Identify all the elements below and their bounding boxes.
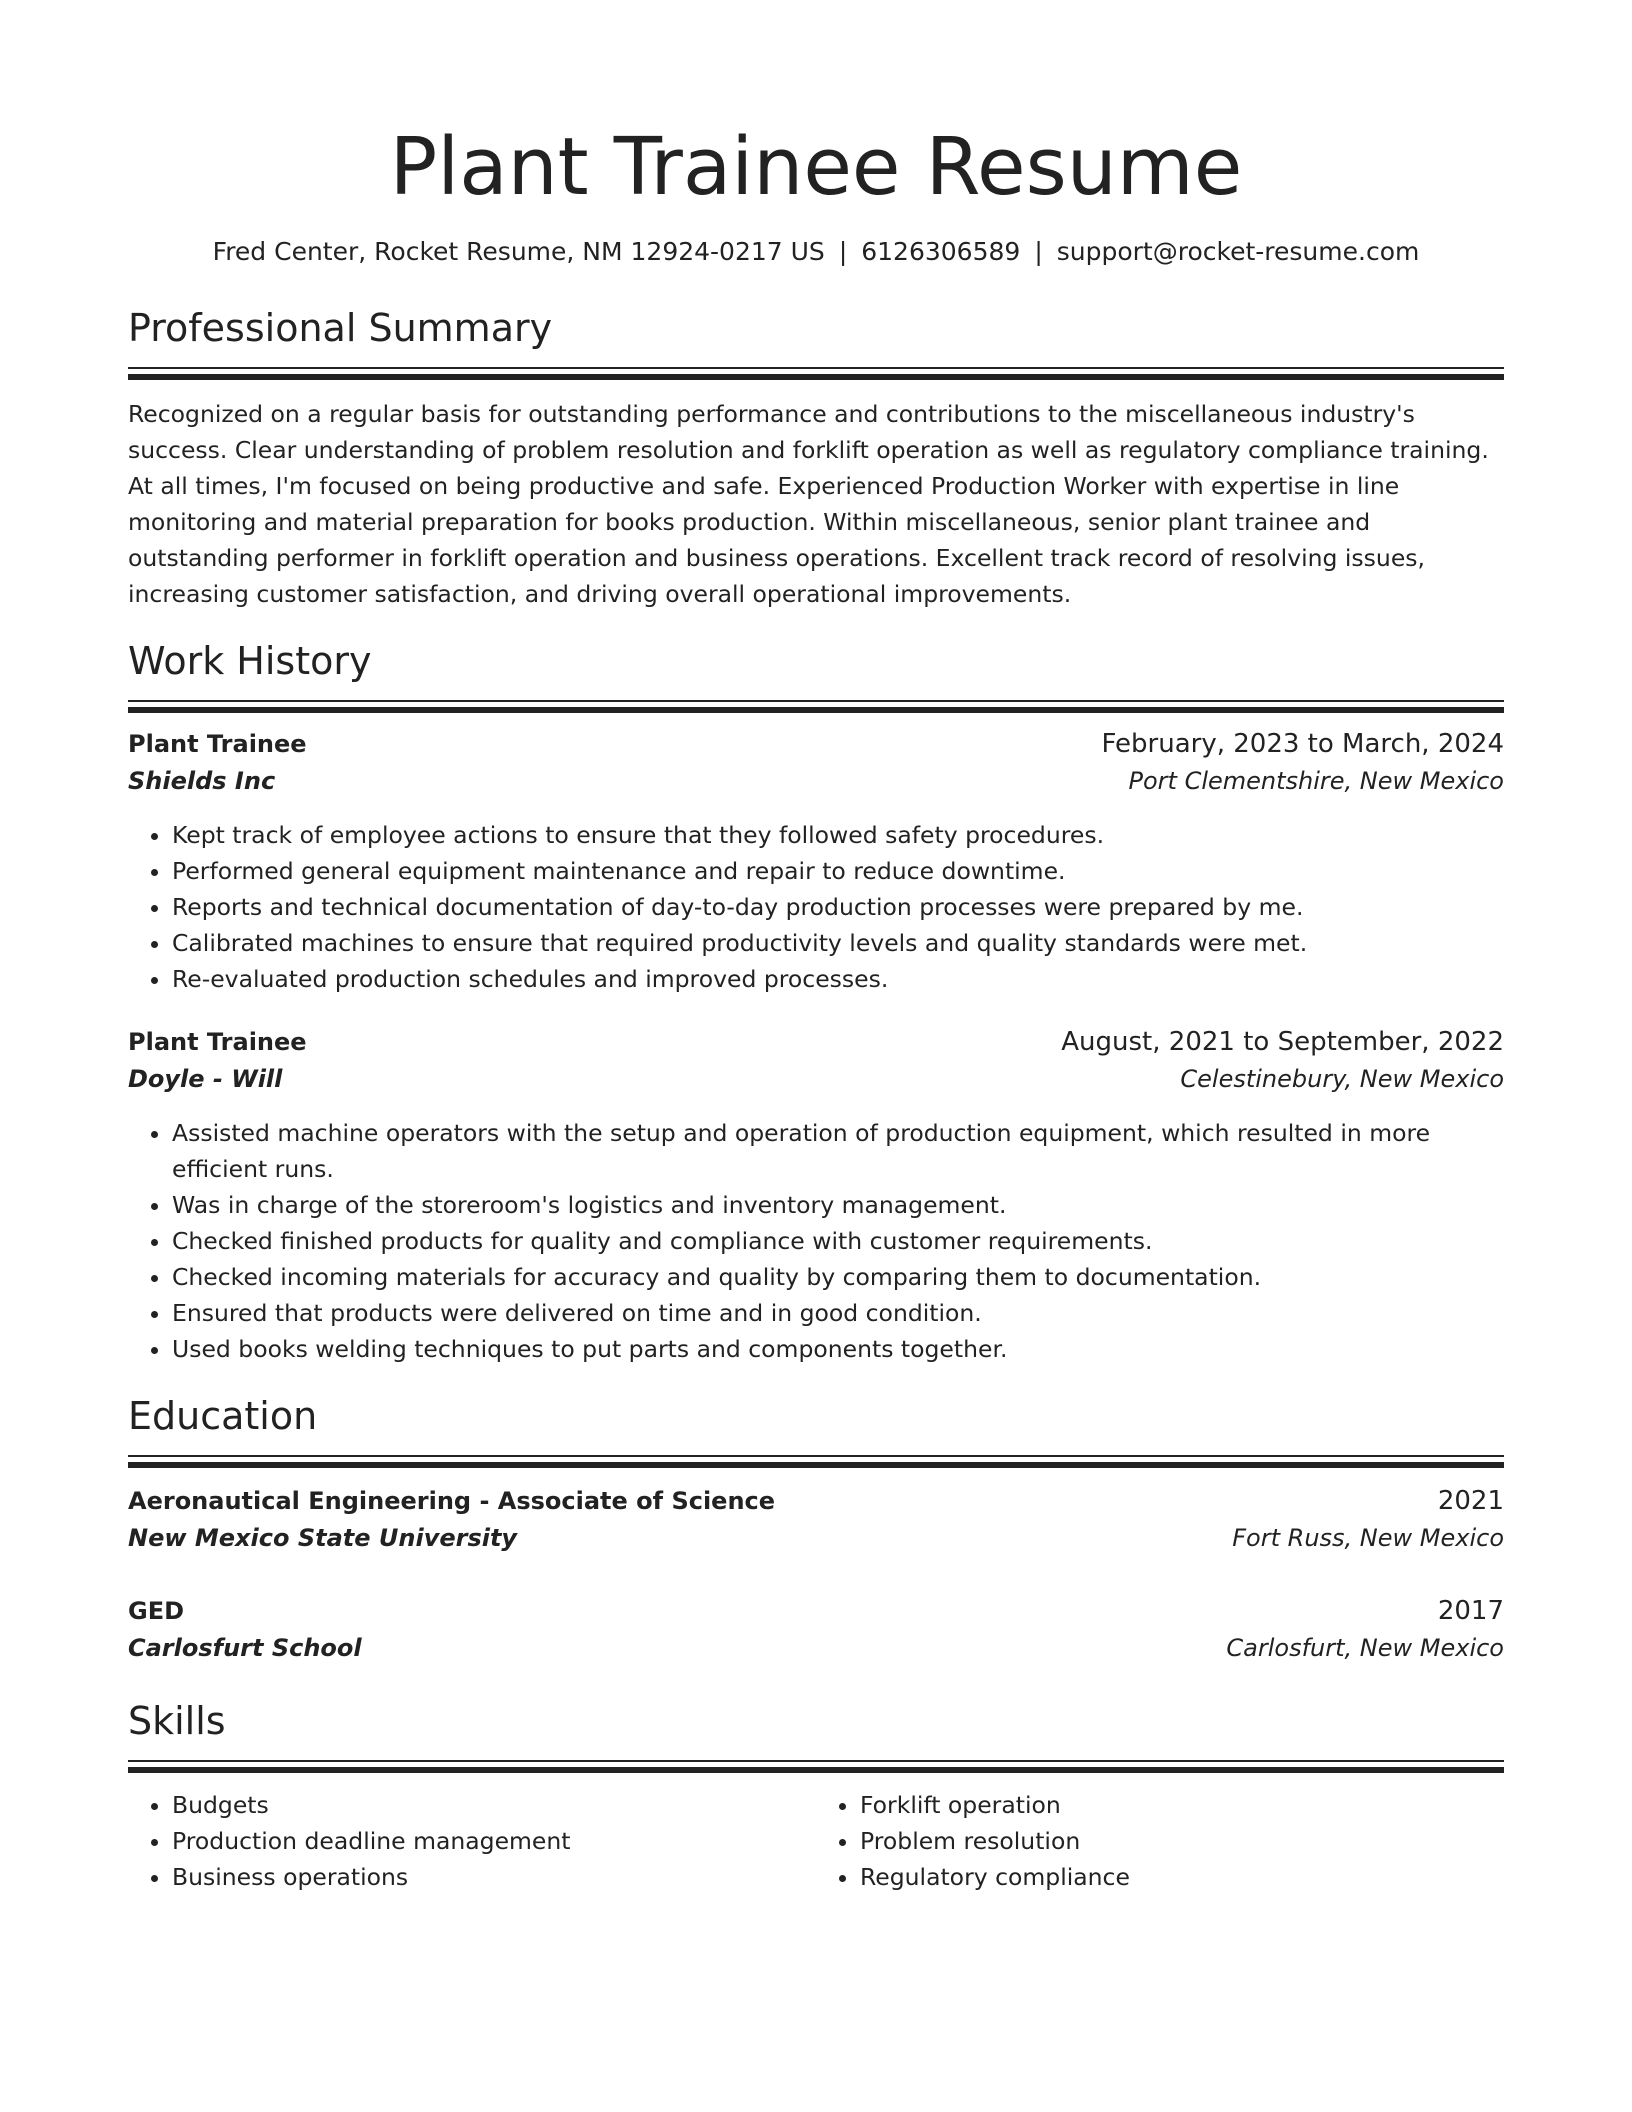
skill-item: • Problem resolution [860,1823,1504,1859]
job-location: Port Clementshire, New Mexico [1128,767,1504,795]
education-degree: GED [128,1597,185,1625]
job-employer: Doyle - Will [128,1065,283,1093]
job-employer-row [128,1065,1504,1103]
section-heading-summary: Professional Summary [128,306,553,350]
contact-email: support@rocket-resume.com [1056,237,1420,266]
education-school: Carlosfurt School [128,1634,362,1662]
education-degree: Aeronautical Engineering - Associate of Science [128,1487,776,1515]
section-rule [128,1760,1504,1762]
education-degree-row [128,1486,1504,1524]
education-school-row [128,1524,1504,1562]
work-history-section [128,639,1504,1367]
job-bullet: • Reports and technical documentation of day-to-day production processes were prepared by me. [172,889,1504,925]
job-bullet: • Calibrated machines to ensure that required productivity levels and quality standards were met. [172,925,1504,961]
contact-separator: | [838,237,848,266]
education-school-row [128,1634,1504,1672]
contact-address: Fred Center, Rocket Resume, NM 12924-0217 US [212,237,825,266]
skill-item: • Forklift operation [860,1787,1504,1823]
education-section [128,1394,1504,1672]
resume-title: Plant Trainee Resume [389,121,1243,213]
job-bullet: • Used books welding techniques to put parts and components together. [172,1331,1504,1367]
job-bullet: • Re-evaluated production schedules and improved processes. [172,961,1504,997]
resume-page [128,0,1504,1895]
section-heading-education: Education [128,1394,318,1438]
education-location: Fort Russ, New Mexico [1232,1524,1504,1552]
education-year: 2017 [1437,1596,1504,1626]
job-dates: August, 2021 to September, 2022 [1061,1027,1504,1057]
job-bullet: • Ensured that products were delivered on time and in good condition. [172,1295,1504,1331]
contact-line [128,237,1504,267]
skill-item: • Business operations [172,1859,816,1895]
job-title: Plant Trainee [128,730,307,758]
skills-section [128,1699,1504,1895]
skills-columns [128,1787,1504,1895]
skill-item: • Budgets [172,1787,816,1823]
section-heading-work-history: Work History [128,639,372,683]
job-bullet: • Kept track of employee actions to ensure that they followed safety procedures. [172,817,1504,853]
summary-section [128,306,1504,612]
education-entry [128,1596,1504,1672]
job-location: Celestinebury, New Mexico [1180,1065,1504,1093]
contact-phone: 6126306589 [861,237,1021,266]
section-rule [128,1455,1504,1457]
job-bullet: • Was in charge of the storeroom's logistics and inventory management. [172,1187,1504,1223]
job-bullet: • Checked finished products for quality and compliance with customer requirements. [172,1223,1504,1259]
skills-list-left [128,1787,816,1895]
skill-item: • Regulatory compliance [860,1859,1504,1895]
summary-text: Recognized on a regular basis for outstanding performance and contributions to the miscellaneous industry's success. Clear understanding of problem resolution and forklift operation as well as regulatory compliance training. At all times, I'm focused on being productive and safe. Experienced Production Worker with expertise in line monitoring and material preparation for books production. Within miscellaneous, senior plant trainee and outstanding performer in forklift operation and business operations. Excellent track record of resolving issues, increasing customer satisfaction, and driving overall operational improvements. [128,400,1489,608]
job-bullet: • Performed general equipment maintenance and repair to reduce downtime. [172,853,1504,889]
education-degree-row [128,1596,1504,1634]
section-rule [128,367,1504,369]
section-rule [128,1462,1504,1468]
section-rule [128,707,1504,713]
contact-separator: | [1034,237,1043,266]
job-title: Plant Trainee [128,1028,307,1056]
job-header-row [128,729,1504,767]
section-rule [128,700,1504,702]
job-header-row [128,1027,1504,1065]
job-bullets [128,1115,1504,1367]
skill-item: • Production deadline management [172,1823,816,1859]
job-bullet: • Assisted machine operators with the setup and operation of production equipment, which resulted in more efficient runs. [172,1115,1504,1187]
job-entry [128,1027,1504,1367]
job-dates: February, 2023 to March, 2024 [1101,729,1504,759]
section-rule [128,1767,1504,1773]
education-entry [128,1486,1504,1562]
education-year: 2021 [1437,1486,1504,1516]
section-heading-skills: Skills [128,1699,226,1743]
skills-list-right [816,1787,1504,1895]
job-employer: Shields Inc [128,767,276,795]
education-school: New Mexico State University [128,1524,518,1552]
section-rule [128,374,1504,380]
job-employer-row [128,767,1504,805]
job-entry [128,729,1504,997]
education-location: Carlosfurt, New Mexico [1226,1634,1504,1662]
job-bullet: • Checked incoming materials for accuracy and quality by comparing them to documentation. [172,1259,1504,1295]
job-bullets [128,817,1504,997]
